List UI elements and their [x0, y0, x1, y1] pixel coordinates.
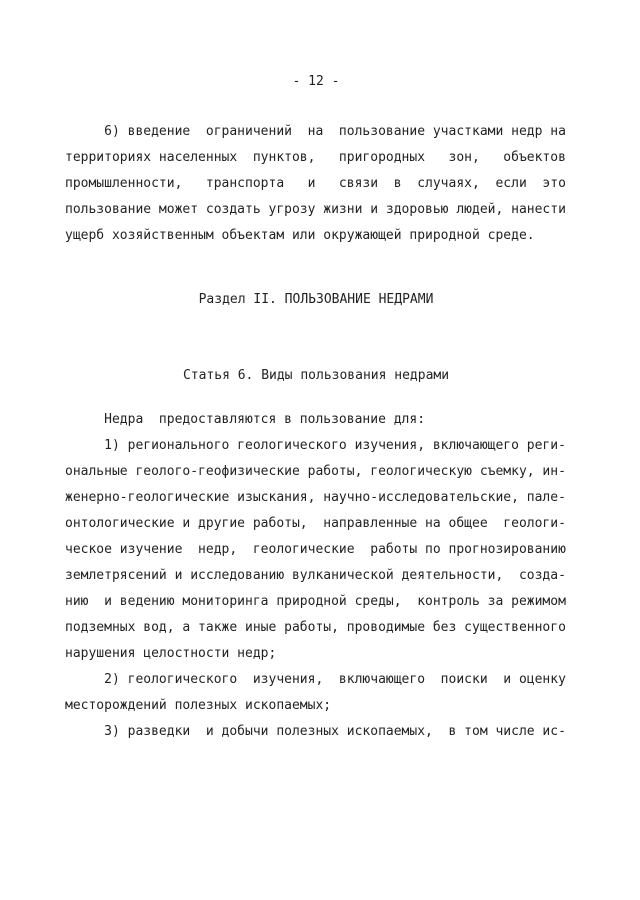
text-line: ущерб хозяйственным объектам или окружающей природной среде. — [65, 228, 535, 243]
article-6-body — [65, 407, 566, 745]
text-line: онтологические и другие работы, направленные на общее геологи- — [65, 516, 566, 531]
section-heading: Раздел II. ПОЛЬЗОВАНИЕ НЕДРАМИ — [198, 292, 434, 307]
text-line: женерно-геологические изыскания, научно-исследовательские, пале- — [65, 490, 566, 505]
text-line: Недра предоставляются в пользование для: — [65, 412, 426, 427]
text-line: 3) разведки и добычи полезных ископаемых, в том числе ис- — [65, 724, 566, 739]
text-line: ональные геолого-геофизические работы, геологическую съемку, ин- — [65, 464, 566, 479]
article-heading: Статья 6. Виды пользования недрами — [182, 368, 450, 383]
page-number: - 12 - — [292, 74, 340, 89]
text-line: подземных вод, а также иные работы, проводимые без существенного — [65, 620, 566, 635]
text-line: землетрясений и исследованию вулканической деятельности, созда- — [65, 568, 566, 583]
text-line: 1) регионального геологического изучения, включающего реги- — [65, 438, 566, 453]
paragraph-item-6 — [65, 119, 566, 249]
text-line: месторождений полезных ископаемых; — [65, 698, 332, 713]
text-line: территориях населенных пунктов, пригородных зон, объектов — [65, 150, 566, 165]
text-line: 6) введение ограничений на пользование участками недр на — [65, 124, 566, 139]
text-line: нарушения целостности недр; — [65, 646, 277, 661]
text-line: промышленности, транспорта и связи в случаях, если это — [65, 176, 566, 191]
text-line: 2) геологического изучения, включающего поиски и оценку — [65, 672, 566, 687]
text-line: ческое изучение недр, геологические работы по прогнозированию — [65, 542, 566, 557]
text-line: пользование может создать угрозу жизни и здоровью людей, нанести — [65, 202, 566, 217]
text-line: нию и ведению мониторинга природной среды, контроль за режимом — [65, 594, 566, 609]
